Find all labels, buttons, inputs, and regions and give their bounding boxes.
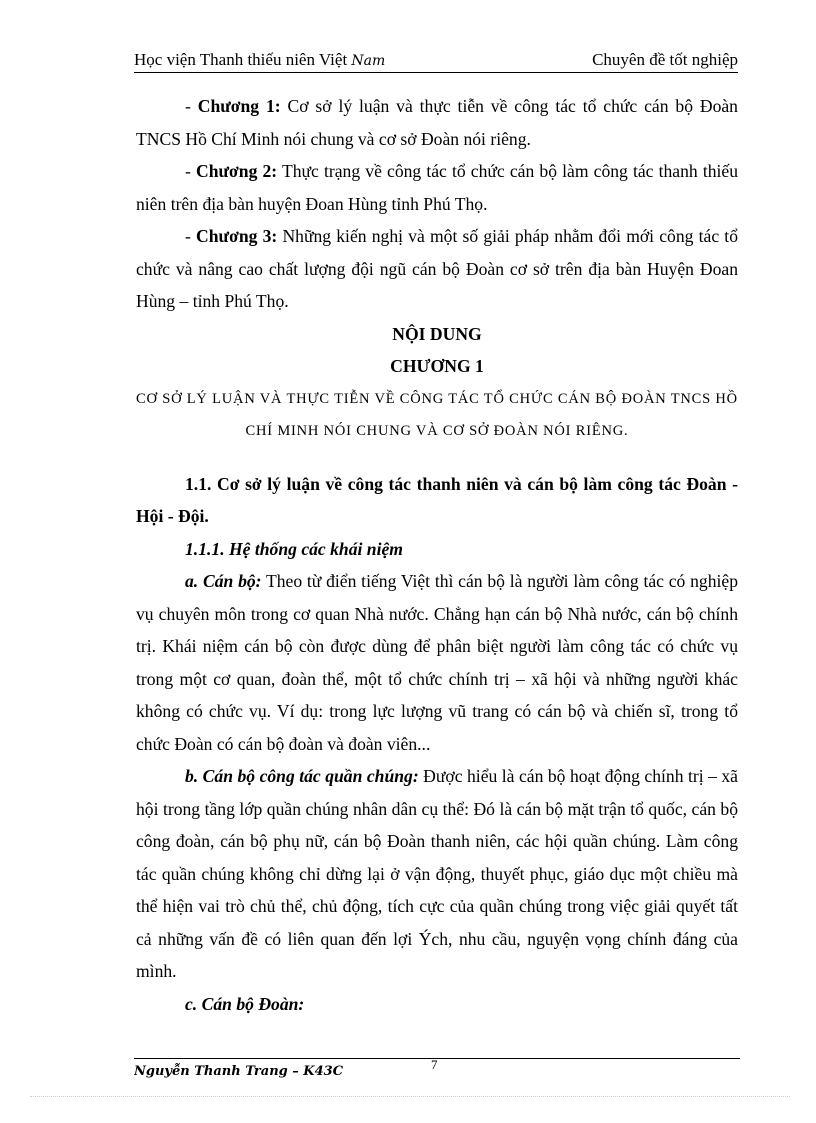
section-title: NỘI DUNG [392,323,482,344]
page-number: 7 [431,1057,438,1072]
paragraph-c [136,988,738,1021]
paragraph-c-label: c. Cán bộ Đoàn: [185,993,305,1014]
chapter-title: CHƯƠNG 1 [390,356,484,376]
page-edge-dots [30,1096,790,1097]
page-header [134,46,738,73]
header-left [134,50,385,70]
heading-1-1: 1.1. Cơ sở lý luận về công tác thanh niên và cán bộ làm công tác Đoàn - Hội - Đội. [136,473,738,526]
chapter-subtitle: CƠ SỞ LÝ LUẬN VÀ THỰC TIỄN VỀ CÔNG TÁC TỔ CHỨC CÁN BỘ ĐOÀN TNCS HỒ CHÍ MINH NÓI CHUNG VÀ CƠ SỞ ĐOÀN NÓI RIÊNG. [136,390,738,439]
heading-1-1-1: 1.1.1. Hệ thống các khái niệm [185,538,403,559]
chapter-intro-2: - Chương 2: Thực trạng về công tác tổ chức cán bộ làm công tác thanh thiếu niên trên địa bàn huyện Đoan Hùng tỉnh Phú Thọ. [136,161,739,214]
footer-author: Nguyễn Thanh Trang – K43C [134,1064,344,1079]
paragraph-b: b. Cán bộ công tác quần chúng: Được hiểu là cán bộ hoạt động chính trị – xã hội trong tầng lớp quần chúng nhân dân cụ thể: Đó là cán bộ mặt trận tổ quốc, cán bộ công đoàn, cán bộ phụ nữ, cán bộ Đoàn thanh niên, các hội quần chúng. Làm công tác quần chúng không chỉ dừng lại ở vận động, thuyết phục, giáo dục một chiều mà thể hiện vai trò chủ thể, chủ động, tích cực của quần chúng trong việc giải quyết tất cả những vấn đề có liên quan đến lợi Ých, nhu cầu, nguyện vọng chính đáng của mình. [136,766,738,981]
paragraph-a: a. Cán bộ: Theo từ điển tiếng Việt thì cán bộ là người làm công tác có nghiệp vụ chuyên môn trong cơ quan Nhà nước. Chẳng hạn cán bộ Nhà nước, cán bộ chính trị. Khái niệm cán bộ còn được dùng để phân biệt người làm công tác có chức vụ trong một cơ quan, đoàn thể, một tổ chức chính trị – xã hội và những người khác không có chức vụ. Ví dụ: trong lực lượng vũ trang có cán bộ và chiến sĩ, trong tổ chức Đoàn có cán bộ đoàn và đoàn viên... [136,571,739,754]
document-body [136,90,738,1020]
paragraph-a-label: a. Cán bộ: [185,571,262,591]
paragraph-b-label: b. Cán bộ công tác quần chúng: [185,766,419,786]
spacer [136,448,738,468]
chapter-intro-1: - Chương 1: Cơ sở lý luận và thực tiễn về công tác tổ chức cán bộ Đoàn TNCS Hồ Chí Minh nói chung và cơ sở Đoàn nói riêng. [136,96,738,149]
chapter-intro-3: - Chương 3: Những kiến nghị và một số giải pháp nhằm đổi mới công tác tổ chức và nâng cao chất lượng đội ngũ cán bộ Đoàn cơ sở trên địa bàn Huyện Đoan Hùng – tỉnh Phú Thọ. [136,226,738,311]
chapter-intro-label: Chương 3: [196,226,278,246]
chapter-intro-label: Chương 2: [196,161,278,181]
header-institution: Học viện Thanh thiếu niên Việt [134,50,352,69]
header-right: Chuyên đề tốt nghiệp [592,50,738,69]
header-institution-script: Nam [351,53,386,69]
chapter-intro-label: Chương 1: [197,96,281,116]
